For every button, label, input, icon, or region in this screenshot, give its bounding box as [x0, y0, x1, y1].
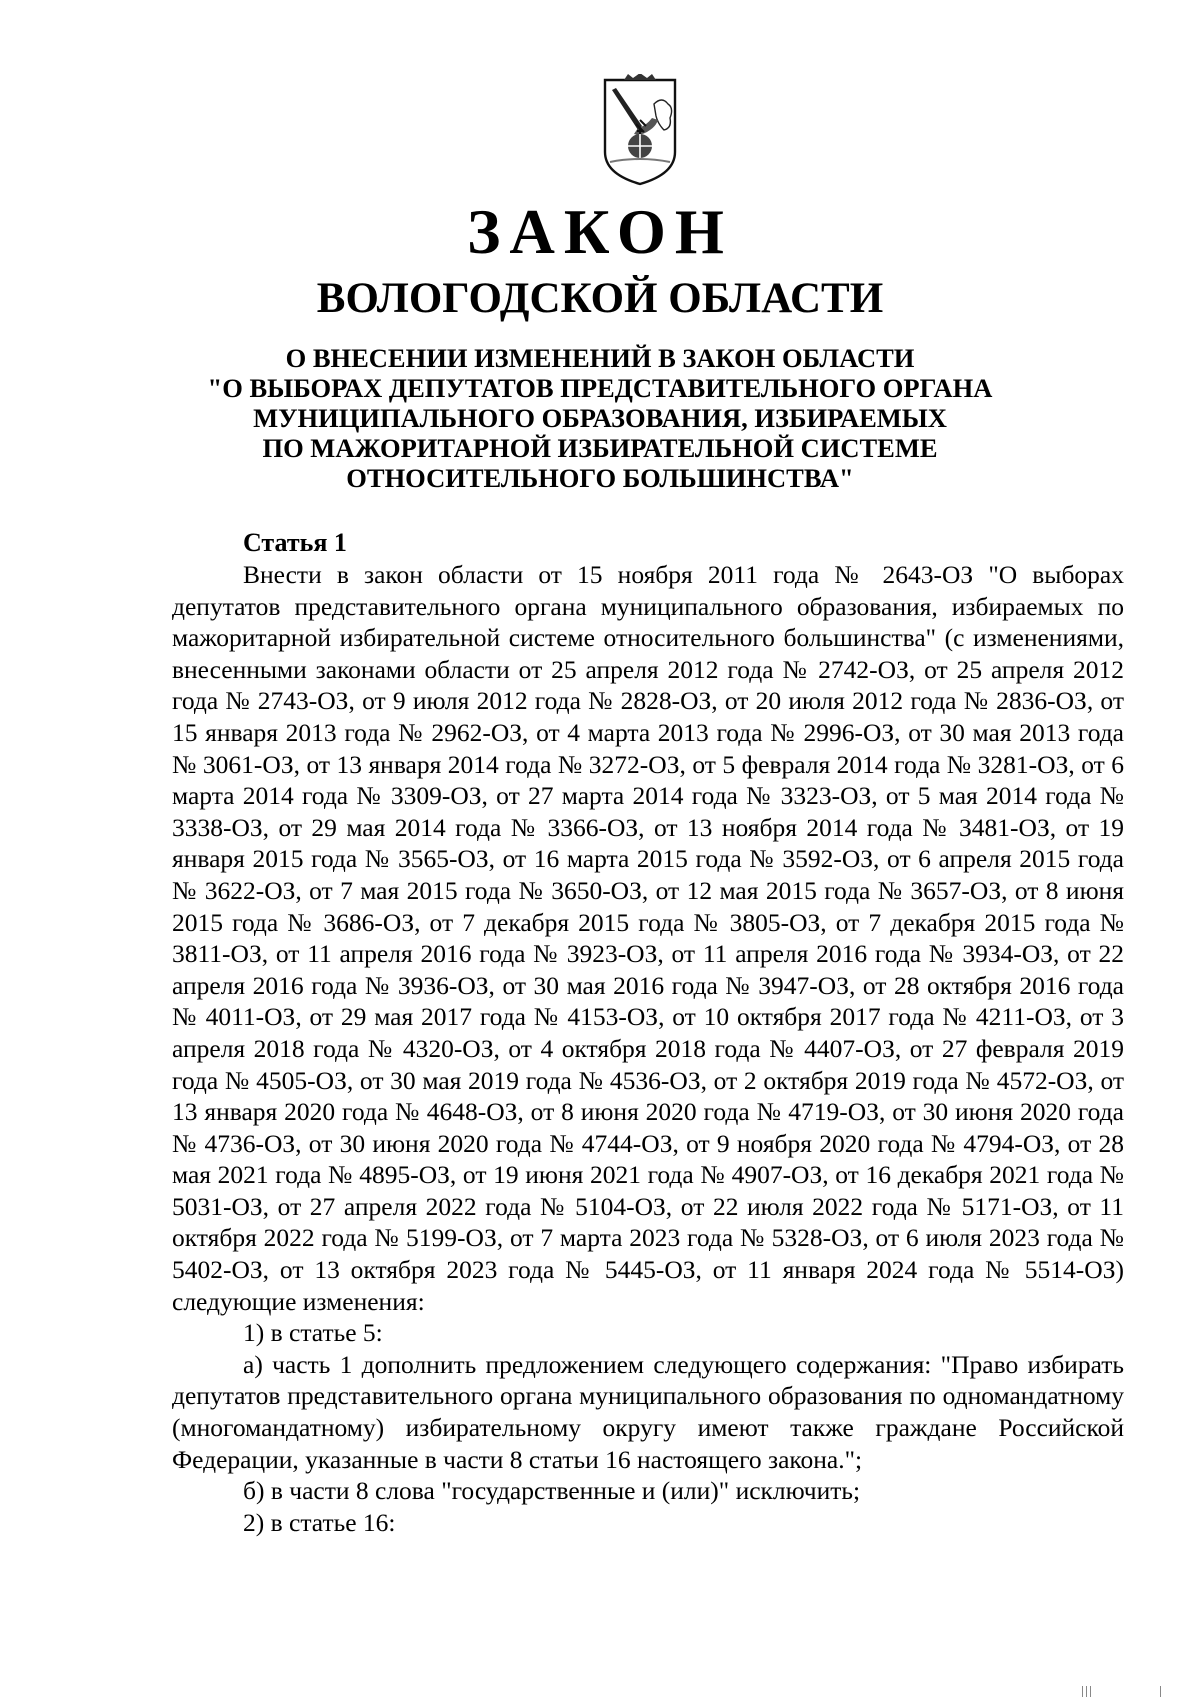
subtitle-line: ОТНОСИТЕЛЬНОГО БОЛЬШИНСТВА" [346, 463, 854, 493]
article-heading: Статья 1 [243, 528, 347, 557]
article-paragraph: 1) в статье 5: [243, 1318, 383, 1348]
scan-artifact [1160, 1686, 1161, 1697]
document-region: ВОЛОГОДСКОЙ ОБЛАСТИ [316, 275, 884, 322]
document-title: ЗАКОН [467, 197, 733, 267]
subtitle-line: "О ВЫБОРАХ ДЕПУТАТОВ ПРЕДСТАВИТЕЛЬНОГО ОРГАНА [207, 373, 993, 403]
document-subtitle [160, 343, 1040, 493]
article-paragraph: б) в части 8 слова "государственные и (или)" исключить; [243, 1476, 861, 1506]
subtitle-line: МУНИЦИПАЛЬНОГО ОБРАЗОВАНИЯ, ИЗБИРАЕМЫХ [253, 403, 947, 433]
subtitle-line: О ВНЕСЕНИИ ИЗМЕНЕНИЙ В ЗАКОН ОБЛАСТИ [285, 343, 915, 373]
scan-artifact [1082, 1686, 1083, 1697]
article-paragraph: 2) в статье 16: [243, 1507, 396, 1537]
article-paragraph: Внести в закон области от 15 ноября 2011 года № 2643-ОЗ "О выборах депутатов представительного органа муниципального образования, избираемых по мажоритарной избирательной системе относительного большинства" (с изменениями, внесенными законами области от 25 апреля 2012 года № 2742-ОЗ, от 25 апреля 2012 года № 2743-ОЗ, от 9 июля 2012 года № 2828-ОЗ, от 20 июля 2012 года № 2836-ОЗ, от 15 января 2013 года № 2962-ОЗ, от 4 марта 2013 года № 2996-ОЗ, от 30 мая 2013 года № 3061-ОЗ, от 13 января 2014 года № 3272-ОЗ, от 5 февраля 2014 года № 3281-ОЗ, от 6 марта 2014 года № 3309-ОЗ, от 27 марта 2014 года № 3323-ОЗ, от 5 мая 2014 года № 3338-ОЗ, от 29 мая 2014 года № 3366-ОЗ, от 13 ноября 2014 года № 3481-ОЗ, от 19 января 2015 года № 3565-ОЗ, от 16 марта 2015 года № 3592-ОЗ, от 6 апреля 2015 года № 3622-ОЗ, от 7 мая 2015 года № 3650-ОЗ, от 12 мая 2015 года № 3657-ОЗ, от 8 июня 2015 года № 3686-ОЗ, от 7 декабря 2015 года № 3805-ОЗ, от 7 декабря 2015 года № 3811-ОЗ, от 11 апреля 2016 года № 3923-ОЗ, от 11 апреля 2016 года № 3934-ОЗ, от 22 апреля 2016 года № 3936-ОЗ, от 30 мая 2016 года № 3947-ОЗ, от 28 октября 2016 года № 4011-ОЗ, от 29 мая 2017 года № 4153-ОЗ, от 10 октября 2017 года № 4211-ОЗ, от 3 апреля 2018 года № 4320-ОЗ, от 4 октября 2018 года № 4407-ОЗ, от 27 февраля 2019 года № 4505-ОЗ, от 30 мая 2019 года № 4536-ОЗ, от 2 октября 2019 года № 4572-ОЗ, от 13 января 2020 года № 4648-ОЗ, от 8 июня 2020 года № 4719-ОЗ, от 30 июня 2020 года № 4736-ОЗ, от 30 июня 2020 года № 4744-ОЗ, от 9 ноября 2020 года № 4794-ОЗ, от 28 мая 2021 года № 4895-ОЗ, от 19 июня 2021 года № 4907-ОЗ, от 16 декабря 2021 года № 5031-ОЗ, от 27 апреля 2022 года № 5104-ОЗ, от 22 июля 2022 года № 5171-ОЗ, от 11 октября 2022 года № 5199-ОЗ, от 7 марта 2023 года № 5328-ОЗ, от 6 июля 2023 года № 5402-ОЗ, от 13 октября 2023 года № 5445-ОЗ, от 11 января 2024 года № 5514-ОЗ) следующие изменения: [172, 560, 1124, 1316]
scan-artifact [1090, 1686, 1091, 1697]
scan-artifact [1086, 1686, 1087, 1697]
vologda-coat-of-arms-icon [602, 74, 678, 186]
subtitle-line: ПО МАЖОРИТАРНОЙ ИЗБИРАТЕЛЬНОЙ СИСТЕМЕ [262, 433, 938, 463]
article-body [172, 559, 1124, 1538]
article-paragraph: а) часть 1 дополнить предложением следующего содержания: "Право избирать депутатов представительного органа муниципального образования по одномандатному (многомандатному) избирательному округу имеют также граждане Российской Федерации, указанные в части 8 статьи 16 настоящего закона."; [172, 1349, 1124, 1474]
